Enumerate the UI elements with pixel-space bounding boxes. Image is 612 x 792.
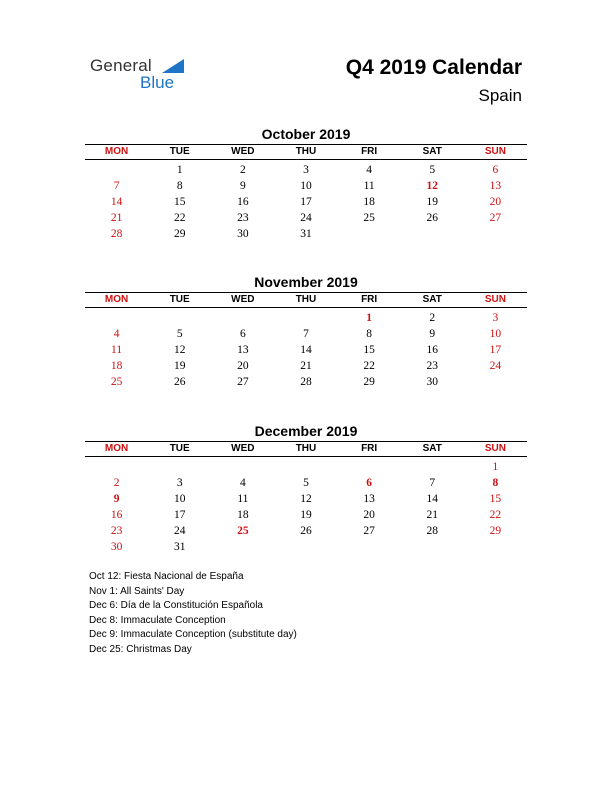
day-cell: 16 — [110, 509, 123, 521]
holiday-note: Dec 25: Christmas Day — [89, 643, 192, 655]
day-cell — [274, 459, 337, 475]
day-cell: 15 — [489, 493, 502, 505]
weekday-label: MON — [104, 146, 129, 157]
week-row — [85, 523, 527, 539]
day-cell: 9 — [239, 180, 246, 192]
day-cell: 16 — [426, 344, 439, 356]
week-row — [85, 194, 527, 210]
day-cell: 24 — [173, 525, 186, 537]
day-cell: 3 — [303, 164, 309, 176]
month-title: December 2019 — [254, 423, 358, 439]
day-cell: 28 — [110, 228, 123, 240]
day-cell: 5 — [176, 328, 183, 340]
weekday-label: TUE — [169, 443, 190, 454]
day-cell: 4 — [239, 477, 246, 489]
day-cell: 7 — [303, 328, 309, 340]
day-cell: 12 — [300, 493, 312, 505]
day-cell: 28 — [426, 525, 439, 537]
month-december — [85, 421, 527, 555]
day-cell: 20 — [363, 509, 375, 521]
week-row — [85, 226, 527, 242]
day-cell: 10 — [300, 180, 312, 192]
day-cell: 30 — [110, 541, 123, 553]
day-cell: 19 — [426, 196, 439, 208]
day-cell: 25 — [363, 212, 375, 224]
day-cell: 8 — [492, 477, 499, 489]
weekday-label: SUN — [484, 294, 506, 305]
day-cell — [148, 459, 211, 475]
holiday-note: Dec 6: Día de la Constitución Española — [89, 600, 263, 611]
holiday-note: Dec 9: Immaculate Conception (substitute day) — [89, 629, 297, 640]
day-cell — [338, 459, 401, 475]
day-cell: 8 — [366, 328, 372, 340]
day-cell: 14 — [426, 493, 439, 505]
day-cell: 23 — [426, 360, 439, 372]
weekday-header — [85, 441, 527, 457]
day-cell — [85, 310, 148, 326]
weekday-label: WED — [231, 294, 255, 305]
weekday-label: SUN — [484, 443, 506, 454]
day-cell: 14 — [300, 344, 312, 356]
day-cell: 26 — [173, 376, 186, 388]
logo-text-general: General — [90, 56, 152, 75]
week-row — [85, 358, 527, 374]
week-row — [85, 459, 527, 475]
week-row — [85, 162, 527, 178]
day-cell: 5 — [303, 477, 309, 489]
weekday-label: SUN — [484, 146, 506, 157]
day-cell: 11 — [363, 180, 375, 192]
week-row — [85, 310, 527, 326]
month-october — [85, 124, 527, 242]
day-cell: 31 — [300, 228, 312, 240]
day-cell: 17 — [489, 344, 502, 356]
day-grid — [85, 162, 527, 242]
week-row — [85, 326, 527, 342]
day-cell: 18 — [237, 509, 249, 521]
day-cell: 15 — [363, 344, 375, 356]
day-cell — [211, 310, 274, 326]
day-cell: 29 — [489, 525, 502, 537]
day-cell: 18 — [110, 360, 123, 372]
week-row — [85, 178, 527, 194]
day-cell: 21 — [110, 212, 123, 224]
weekday-label: MON — [104, 443, 129, 454]
day-cell: 3 — [492, 312, 499, 324]
day-cell: 27 — [489, 212, 502, 224]
day-cell: 23 — [237, 212, 249, 224]
day-cell: 23 — [110, 525, 123, 537]
day-cell: 11 — [111, 344, 123, 356]
day-cell: 10 — [173, 493, 186, 505]
day-cell: 6 — [492, 164, 499, 176]
day-cell: 24 — [489, 360, 502, 372]
day-cell: 11 — [237, 493, 249, 505]
day-cell: 27 — [237, 376, 249, 388]
generalblue-logo — [90, 56, 200, 96]
day-cell — [338, 539, 401, 555]
day-cell: 2 — [239, 164, 246, 176]
weekday-label: SAT — [422, 146, 442, 157]
week-row — [85, 210, 527, 226]
weekday-label: THU — [295, 294, 317, 305]
weekday-label: FRI — [361, 146, 378, 157]
day-cell — [211, 539, 274, 555]
day-cell: 29 — [173, 228, 186, 240]
day-cell: 4 — [113, 328, 120, 340]
day-cell — [85, 459, 148, 475]
day-cell: 12 — [426, 180, 439, 192]
day-grid — [85, 459, 527, 555]
day-cell: 9 — [113, 493, 120, 505]
day-cell: 30 — [237, 228, 249, 240]
day-cell: 4 — [366, 164, 372, 176]
holiday-note: Nov 1: All Saints' Day — [89, 585, 185, 597]
logo-triangle-icon — [162, 59, 184, 73]
weekday-label: MON — [104, 294, 129, 305]
weekday-header — [85, 292, 527, 308]
day-cell: 3 — [176, 477, 183, 489]
weekday-label: TUE — [169, 146, 190, 157]
day-cell: 19 — [300, 509, 312, 521]
day-cell: 8 — [176, 180, 183, 192]
day-cell — [464, 226, 527, 242]
day-cell: 28 — [300, 376, 312, 388]
weekday-header — [85, 144, 527, 160]
day-cell: 25 — [237, 525, 249, 537]
day-cell: 9 — [429, 328, 436, 340]
day-cell: 13 — [363, 493, 375, 505]
weekday-label: TUE — [169, 294, 190, 305]
day-cell: 14 — [110, 196, 123, 208]
day-cell: 16 — [237, 196, 249, 208]
day-cell: 31 — [173, 541, 186, 553]
day-cell — [464, 374, 527, 390]
holiday-note: Oct 12: Fiesta Nacional de España — [89, 571, 244, 582]
week-row — [85, 507, 527, 523]
day-grid — [85, 310, 527, 390]
weekday-label: THU — [295, 443, 317, 454]
day-cell: 7 — [429, 477, 436, 489]
month-november — [85, 272, 527, 390]
day-cell: 6 — [366, 477, 372, 489]
day-cell: 12 — [173, 344, 186, 356]
weekday-label: FRI — [361, 294, 378, 305]
weekday-label: SAT — [422, 294, 442, 305]
day-cell — [274, 539, 337, 555]
weekday-label: WED — [231, 443, 255, 454]
day-cell: 21 — [426, 509, 439, 521]
weekday-label: FRI — [361, 443, 378, 454]
day-cell: 2 — [113, 477, 120, 489]
day-cell: 17 — [173, 509, 186, 521]
day-cell — [211, 459, 274, 475]
day-cell: 1 — [176, 164, 183, 176]
week-row — [85, 491, 527, 507]
week-row — [85, 342, 527, 358]
week-row — [85, 539, 527, 555]
day-cell — [401, 459, 464, 475]
day-cell — [401, 226, 464, 242]
holiday-notes — [89, 570, 297, 657]
logo-text-blue: Blue — [140, 73, 175, 92]
day-cell: 1 — [492, 461, 499, 473]
day-cell — [464, 539, 527, 555]
day-cell — [148, 310, 211, 326]
country-name: Spain — [478, 86, 522, 105]
day-cell: 20 — [489, 196, 502, 208]
day-cell: 22 — [489, 509, 502, 521]
week-row — [85, 475, 527, 491]
day-cell: 20 — [237, 360, 249, 372]
day-cell — [85, 162, 148, 178]
weekday-label: SAT — [422, 443, 442, 454]
holiday-note: Dec 8: Immaculate Conception — [89, 614, 226, 626]
day-cell: 13 — [237, 344, 249, 356]
weekday-label: THU — [295, 146, 317, 157]
day-cell: 1 — [366, 312, 372, 324]
day-cell: 26 — [426, 212, 439, 224]
day-cell: 24 — [300, 212, 312, 224]
day-cell: 22 — [173, 212, 186, 224]
day-cell: 15 — [173, 196, 186, 208]
day-cell — [338, 226, 401, 242]
day-cell — [401, 539, 464, 555]
day-cell: 13 — [489, 180, 502, 192]
day-cell: 5 — [429, 164, 436, 176]
weekday-label: WED — [231, 146, 255, 157]
day-cell: 22 — [363, 360, 375, 372]
day-cell: 30 — [426, 376, 439, 388]
day-cell: 18 — [363, 196, 375, 208]
page-title: Q4 2019 Calendar — [345, 56, 522, 79]
month-title: November 2019 — [254, 274, 358, 290]
day-cell — [274, 310, 337, 326]
day-cell: 27 — [363, 525, 375, 537]
day-cell: 25 — [110, 376, 123, 388]
day-cell: 19 — [173, 360, 186, 372]
day-cell: 21 — [300, 360, 312, 372]
month-title: October 2019 — [261, 126, 351, 142]
day-cell: 7 — [113, 180, 120, 192]
day-cell: 17 — [300, 196, 312, 208]
week-row — [85, 374, 527, 390]
day-cell: 2 — [429, 312, 436, 324]
day-cell: 6 — [239, 328, 246, 340]
day-cell: 26 — [300, 525, 312, 537]
day-cell: 10 — [489, 328, 502, 340]
day-cell: 29 — [363, 376, 375, 388]
